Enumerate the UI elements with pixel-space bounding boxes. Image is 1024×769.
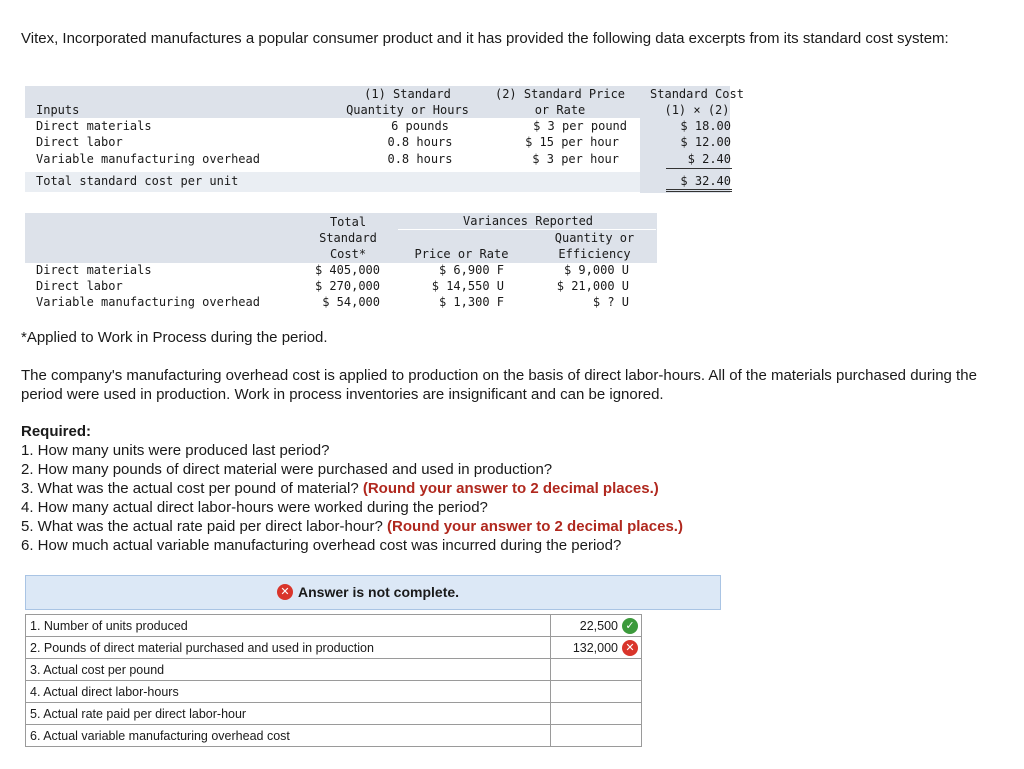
required-item: 5. What was the actual rate paid per direct labor-hour? (Round your answer to 2 decimal places.) xyxy=(21,518,683,535)
std-cost-header-2: (1) × (2) xyxy=(664,103,730,117)
answer-input-field[interactable] xyxy=(578,685,638,699)
checkmark-icon: ✓ xyxy=(622,618,638,634)
std-row-label: Direct labor xyxy=(36,135,123,149)
var-qty-header-2: Efficiency xyxy=(558,247,631,261)
std-price-header-2: or Rate xyxy=(534,103,586,117)
required-item: 4. How many actual direct labor-hours were worked during the period? xyxy=(21,499,488,516)
answer-cell xyxy=(551,637,642,659)
required-item: 3. What was the actual cost per pound of material? (Round your answer to 2 decimal places.) xyxy=(21,480,659,497)
answer-cell xyxy=(551,615,642,637)
std-row-qty: 0.8 hours xyxy=(387,135,453,149)
std-row-label: Direct materials xyxy=(36,119,152,133)
overhead-paragraph: The company's manufacturing overhead cost is applied to production on the basis of direct labor-hours. All of the materials purchased during the period were used in production. Work in process inventories are insignificant and can be ignored. xyxy=(21,367,977,403)
var-total-header-2: Standard xyxy=(319,231,377,245)
required-section xyxy=(21,422,683,555)
std-cost-underline xyxy=(666,168,732,169)
std-row-cost: $ 18.00 xyxy=(680,119,731,133)
answer-label: 3. Actual cost per pound xyxy=(26,659,551,681)
std-total-value: $ 32.40 xyxy=(680,174,731,188)
std-row-price: $ 3 per pound xyxy=(533,119,627,133)
std-row-qty: 0.8 hours xyxy=(387,152,453,166)
std-inputs-header: Inputs xyxy=(36,103,80,117)
var-row-total: $ 54,000 xyxy=(322,295,380,309)
answer-input[interactable] xyxy=(551,659,642,681)
answer-table xyxy=(25,614,642,747)
var-price-header: Price or Rate xyxy=(414,247,509,261)
std-row-label: Variable manufacturing overhead xyxy=(36,152,260,166)
answer-input-field[interactable] xyxy=(578,707,638,721)
std-row-qty: 6 pounds xyxy=(391,119,449,133)
var-total-header-3: Cost* xyxy=(329,247,367,261)
required-item: 6. How much actual variable manufacturing overhead cost was incurred during the period? xyxy=(21,537,622,554)
var-row-price: $ 14,550 U xyxy=(431,279,504,293)
answer-label: 6. Actual variable manufacturing overhead cost xyxy=(26,725,551,747)
x-circle-icon: ✕ xyxy=(622,640,638,656)
answer-row xyxy=(26,615,642,637)
answer-input-field[interactable] xyxy=(578,663,638,677)
var-row-qty: $ 21,000 U xyxy=(556,279,629,293)
required-item: 1. How many units were produced last period? xyxy=(21,442,330,459)
var-row-total: $ 405,000 xyxy=(314,263,380,277)
answer-label: 4. Actual direct labor-hours xyxy=(26,681,551,703)
answer-label: 5. Actual rate paid per direct labor-hour xyxy=(26,703,551,725)
answer-input[interactable] xyxy=(551,681,642,703)
footnote: *Applied to Work in Process during the period. xyxy=(21,329,328,346)
answer-row xyxy=(26,637,642,659)
answer-input[interactable] xyxy=(551,725,642,747)
answer-value[interactable]: 22,500 xyxy=(579,618,618,633)
answer-label: 1. Number of units produced xyxy=(26,615,551,637)
std-row-price: $ 15 per hour xyxy=(525,135,619,149)
std-row-cost: $ 2.40 xyxy=(687,152,731,166)
var-row-qty: $ 9,000 U xyxy=(563,263,629,277)
std-cost-header-1: Standard Cost xyxy=(650,87,744,101)
answer-row xyxy=(26,703,642,725)
required-heading: Required: xyxy=(21,423,92,440)
answer-input-field[interactable] xyxy=(578,729,638,743)
intro-text: Vitex, Incorporated manufactures a popular consumer product and it has provided the following data excerpts from its standard cost system: xyxy=(21,30,949,47)
var-row-label: Direct labor xyxy=(36,279,123,293)
var-variances-header: Variances Reported xyxy=(462,214,594,228)
var-row-label: Direct materials xyxy=(36,263,152,277)
answer-input[interactable] xyxy=(551,703,642,725)
var-row-price: $ 1,300 F xyxy=(438,295,504,309)
var-row-price: $ 6,900 F xyxy=(438,263,504,277)
std-qty-header-2: Quantity or Hours xyxy=(346,103,469,117)
var-qty-header-1: Quantity or xyxy=(554,231,635,245)
required-item: 2. How many pounds of direct material were purchased and used in production? xyxy=(21,461,553,478)
answer-label: 2. Pounds of direct material purchased and used in production xyxy=(26,637,551,659)
rounding-note: (Round your answer to 2 decimal places.) xyxy=(362,480,659,497)
answer-row xyxy=(26,725,642,747)
var-row-total: $ 270,000 xyxy=(314,279,380,293)
status-banner xyxy=(25,575,721,610)
var-row-qty: $ ? U xyxy=(592,295,629,309)
x-circle-icon: ✕ xyxy=(277,584,293,600)
answer-row xyxy=(26,681,642,703)
std-row-price: $ 3 per hour xyxy=(532,152,619,166)
rounding-note: (Round your answer to 2 decimal places.) xyxy=(387,518,683,535)
std-total-label: Total standard cost per unit xyxy=(36,174,239,188)
banner-text: Answer is not complete. xyxy=(298,584,460,600)
var-row-label: Variable manufacturing overhead xyxy=(36,295,260,309)
std-row-cost: $ 12.00 xyxy=(680,135,731,149)
answer-row xyxy=(26,659,642,681)
std-price-header-1: (2) Standard Price xyxy=(494,87,626,101)
var-total-header-1: Total xyxy=(329,215,367,229)
std-qty-header-1: (1) Standard xyxy=(364,87,451,101)
answer-value[interactable]: 132,000 xyxy=(572,640,618,655)
std-total-double-underline xyxy=(666,189,732,192)
